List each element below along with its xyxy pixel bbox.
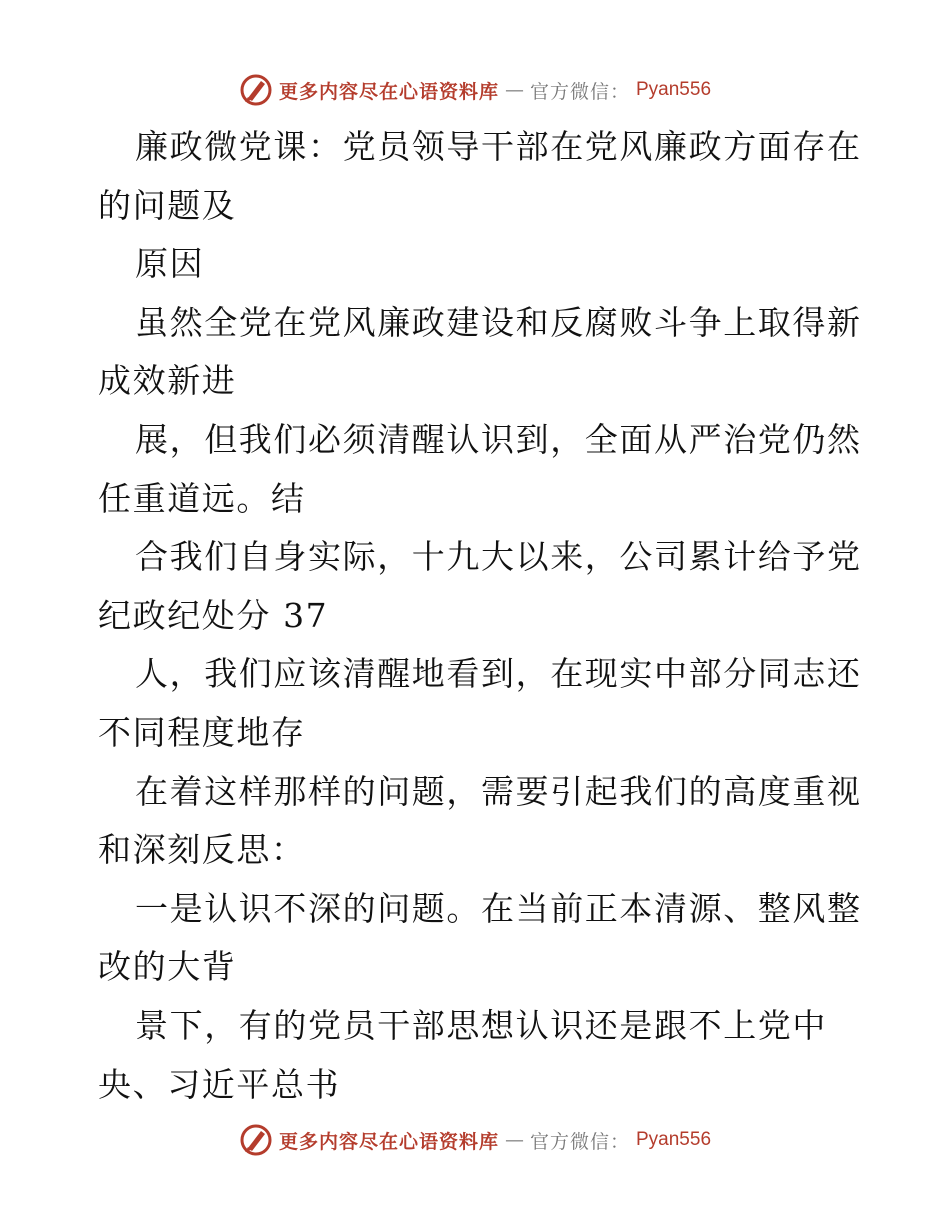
header-dash: — bbox=[504, 79, 524, 101]
text-line: 不同程度地存 bbox=[98, 712, 306, 752]
text-line: 展，但我们必须清醒认识到，全面从严治党仍然 bbox=[135, 419, 862, 459]
text-line: 的问题及 bbox=[98, 185, 237, 225]
brand-logo-icon bbox=[239, 1123, 273, 1157]
header-watermark-banner bbox=[0, 70, 950, 110]
header-wechat-id: Pyan556 bbox=[636, 79, 712, 100]
text-line: 和深刻反思： bbox=[98, 830, 306, 870]
text-line: 央、习近平总书 bbox=[98, 1064, 341, 1104]
text-line: 廉政微党课：党员领导干部在党风廉政方面存在 bbox=[135, 127, 862, 166]
text-line: 在着这样那样的问题，需要引起我们的高度重视 bbox=[135, 771, 862, 811]
header-official-label: 官方微信： bbox=[529, 80, 630, 103]
footer-wechat-id: Pyan556 bbox=[636, 1129, 712, 1150]
text-line: 人，我们应该清醒地看到，在现实中部分同志还 bbox=[135, 654, 862, 694]
text-line: 景下，有的党员干部思想认识还是跟不上党中 bbox=[135, 1005, 827, 1045]
text-line: 原因 bbox=[135, 244, 205, 284]
document-body bbox=[98, 118, 862, 1114]
text-line: 一是认识不深的问题。在当前正本清源、整风整 bbox=[135, 888, 862, 928]
footer-promo-text: 更多内容尽在心语资料库 bbox=[278, 1130, 499, 1153]
text-line: 成效新进 bbox=[98, 361, 237, 401]
text-line: 改的大背 bbox=[98, 947, 237, 987]
text-line: 纪政纪处分 37 bbox=[98, 595, 329, 635]
footer-watermark-banner bbox=[0, 1120, 950, 1160]
footer-official-label: 官方微信： bbox=[529, 1130, 630, 1153]
header-promo-text: 更多内容尽在心语资料库 bbox=[278, 80, 499, 103]
text-line: 合我们自身实际，十九大以来，公司累计给予党 bbox=[135, 537, 862, 577]
text-line: 虽然全党在党风廉政建设和反腐败斗争上取得新 bbox=[135, 302, 862, 342]
text-line: 任重道远。结 bbox=[98, 478, 306, 518]
footer-dash: — bbox=[504, 1129, 524, 1151]
brand-logo-icon bbox=[239, 73, 273, 107]
